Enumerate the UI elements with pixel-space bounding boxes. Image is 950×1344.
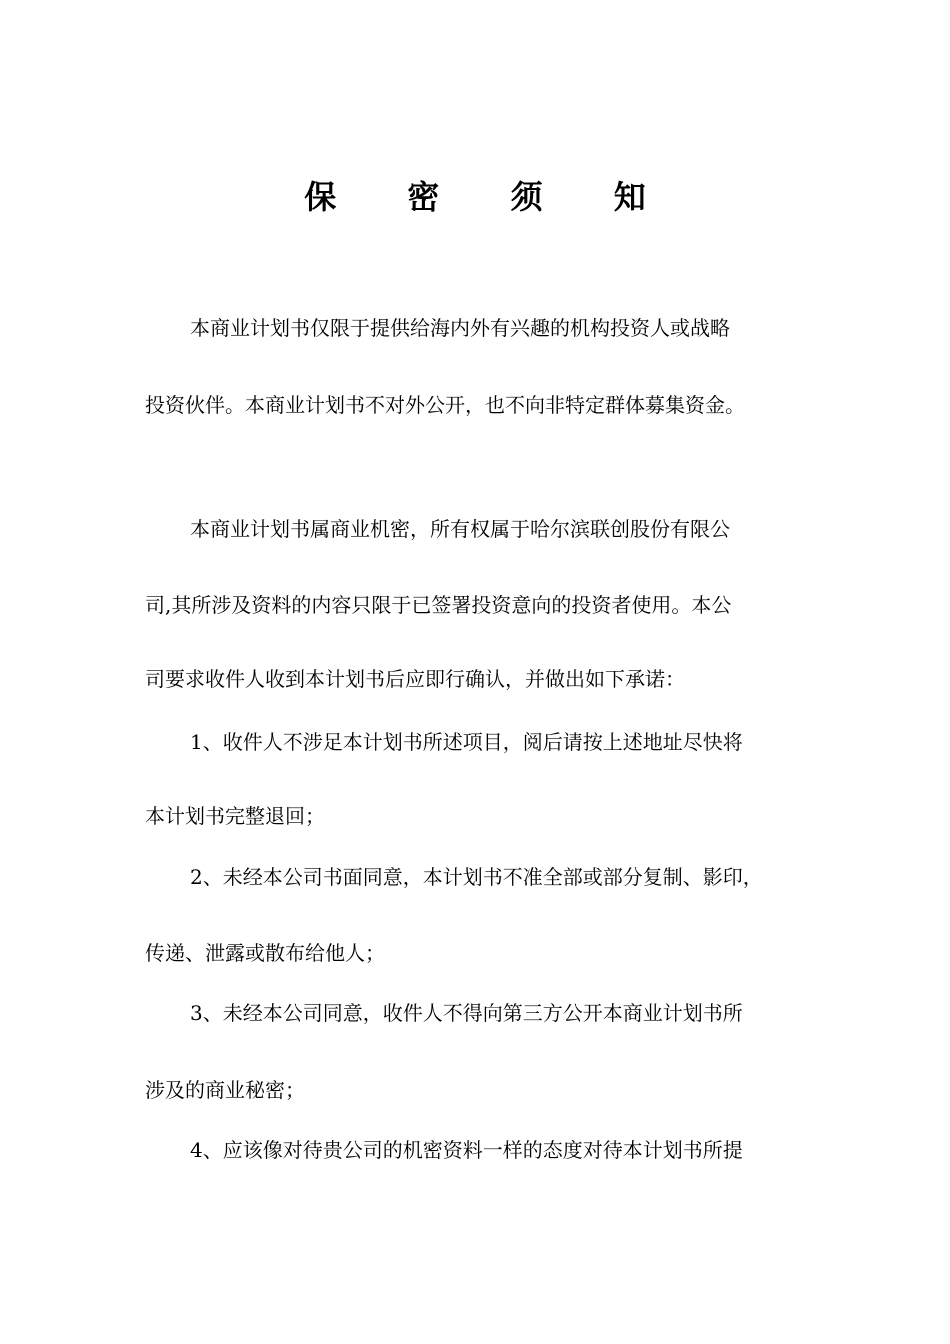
list-item-line: 传递、泄露或散布给他人； [145,941,385,965]
paragraph-line: 投资伙伴。本商业计划书不对外公开，也不向非特定群体募集资金。 [145,393,745,417]
list-item-line: 涉及的商业秘密； [145,1078,305,1102]
list-item-line: 4、应该像对待贵公司的机密资料一样的态度对待本计划书所提 [190,1138,743,1162]
list-item-line: 2、未经本公司书面同意，本计划书不准全部或部分复制、影印， [190,865,763,889]
page-title: 保 密 须 知 [304,178,676,216]
paragraph-line: 本商业计划书属商业机密，所有权属于哈尔滨联创股份有限公 [190,517,730,541]
list-item-line: 本计划书完整退回； [145,804,325,828]
list-item-line: 1、收件人不涉足本计划书所述项目，阅后请按上述地址尽快将 [190,730,743,754]
paragraph-line: 司要求收件人收到本计划书后应即行确认，并做出如下承诺： [145,667,685,691]
paragraph-line: 司,其所涉及资料的内容只限于已签署投资意向的投资者使用。本公 [145,593,732,617]
list-item-line: 3、未经本公司同意，收件人不得向第三方公开本商业计划书所 [190,1001,743,1025]
paragraph-line: 本商业计划书仅限于提供给海内外有兴趣的机构投资人或战略 [190,316,730,340]
